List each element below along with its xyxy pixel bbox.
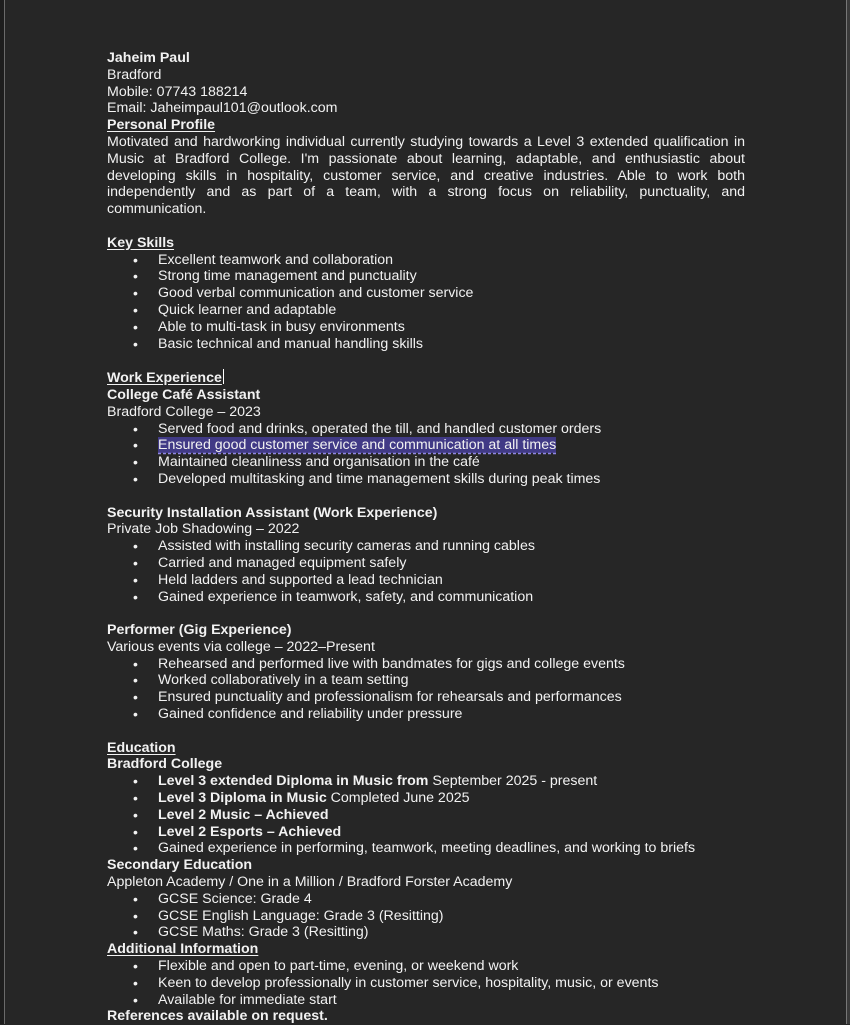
job-title: Performer (Gig Experience) — [107, 622, 292, 639]
job-subtitle: Bradford College – 2023 — [107, 403, 261, 420]
qualification-detail: Completed June 2025 — [326, 790, 470, 807]
additional-heading: Additional Information — [107, 941, 259, 958]
list-item-selected[interactable] — [107, 437, 745, 454]
text-cursor — [223, 369, 224, 384]
job-duties-list — [107, 538, 745, 605]
list-item: • Gained confidence and reliability under pressure — [107, 706, 745, 723]
list-item: • Available for immediate start — [107, 992, 745, 1009]
skills-list — [107, 252, 745, 353]
list-item: • Served food and drinks, operated the till, and handled customer orders — [107, 421, 745, 438]
list-item: • Gained experience in teamwork, safety, and communication — [107, 589, 745, 606]
list-item: • Rehearsed and performed live with bandmates for gigs and college events — [107, 656, 745, 673]
list-item: • Ensured punctuality and professionalism for rehearsals and performances — [107, 689, 745, 706]
job-subtitle: Private Job Shadowing – 2022 — [107, 521, 300, 538]
candidate-name: Jaheim Paul — [107, 50, 190, 66]
education-heading: Education — [107, 739, 176, 756]
work-heading: Work Experience — [107, 370, 222, 387]
list-item: • Carried and managed equipment safely — [107, 555, 745, 572]
window-left-border — [4, 0, 5, 1024]
job-subtitle: Various events via college – 2022–Present — [107, 638, 375, 655]
qualification-title: Level 3 extended Diploma in Music from — [158, 773, 429, 790]
secondary-schools: Appleton Academy / One in a Million / Bradford Forster Academy — [107, 874, 513, 891]
list-item: • Developed multitasking and time management skills during peak times — [107, 471, 745, 488]
profile-heading: Personal Profile — [107, 117, 216, 134]
list-item: • Held ladders and supported a lead technician — [107, 572, 745, 589]
list-item: • Able to multi-task in busy environments — [107, 319, 745, 336]
references-note: References available on request. — [107, 1008, 328, 1025]
list-item: • Basic technical and manual handling skills — [107, 336, 745, 353]
list-item: • Flexible and open to part-time, evening, or weekend work — [107, 958, 745, 975]
list-item — [107, 773, 745, 790]
job-title: College Café Assistant — [107, 386, 261, 403]
list-item: • Keen to develop professionally in customer service, hospitality, music, or events — [107, 975, 745, 992]
profile-text: Motivated and hardworking individual currently studying towards a Level 3 extended qualification in Music at Bradford College. I'm passionate about learning, adaptable, and enthusiastic about developing skills in hospitality, customer service, and creative industries. Able to work both independently and as part of a team, with a strong focus on reliability, punctuality, and communication. — [107, 133, 745, 218]
list-item: • Strong time management and punctuality — [107, 268, 745, 285]
job-duties-list — [107, 421, 745, 488]
window-right-border — [846, 0, 847, 1024]
skills-heading: Key Skills — [107, 234, 175, 251]
mobile: Mobile: 07743 188214 — [107, 83, 248, 100]
college-name: Bradford College — [107, 756, 223, 773]
document-page[interactable] — [107, 50, 745, 1025]
list-item — [107, 790, 745, 807]
qualification-detail: September 2025 - present — [428, 773, 598, 790]
email: Email: Jaheimpaul101@outlook.com — [107, 100, 338, 117]
additional-list — [107, 958, 745, 1008]
list-item: • Worked collaboratively in a team setting — [107, 672, 745, 689]
list-item — [107, 824, 745, 841]
list-item — [107, 840, 745, 857]
list-item: • GCSE Maths: Grade 3 (Resitting) — [107, 924, 745, 941]
qualification-title: Level 3 Diploma in Music — [158, 790, 327, 807]
selected-text[interactable]: Ensured good customer service and communication at all times — [158, 437, 557, 454]
list-item — [107, 807, 745, 824]
qualification-title: Level 2 Esports – Achieved — [158, 823, 342, 840]
gcse-list — [107, 891, 745, 941]
list-item: • Good verbal communication and customer service — [107, 285, 745, 302]
secondary-heading: Secondary Education — [107, 857, 253, 874]
list-item: • Maintained cleanliness and organisation in the café — [107, 454, 745, 471]
list-item: • Quick learner and adaptable — [107, 302, 745, 319]
list-item: • Excellent teamwork and collaboration — [107, 252, 745, 269]
qualification-detail: Gained experience in performing, teamwork, meeting deadlines, and working to briefs — [158, 840, 696, 857]
list-item: • GCSE Science: Grade 4 — [107, 891, 745, 908]
list-item: • GCSE English Language: Grade 3 (Resitting) — [107, 908, 745, 925]
college-qualifications-list — [107, 773, 745, 857]
location: Bradford — [107, 66, 162, 83]
job-duties-list — [107, 656, 745, 723]
job-title: Security Installation Assistant (Work Experience) — [107, 504, 438, 521]
qualification-title: Level 2 Music – Achieved — [158, 806, 329, 823]
list-item: • Assisted with installing security cameras and running cables — [107, 538, 745, 555]
